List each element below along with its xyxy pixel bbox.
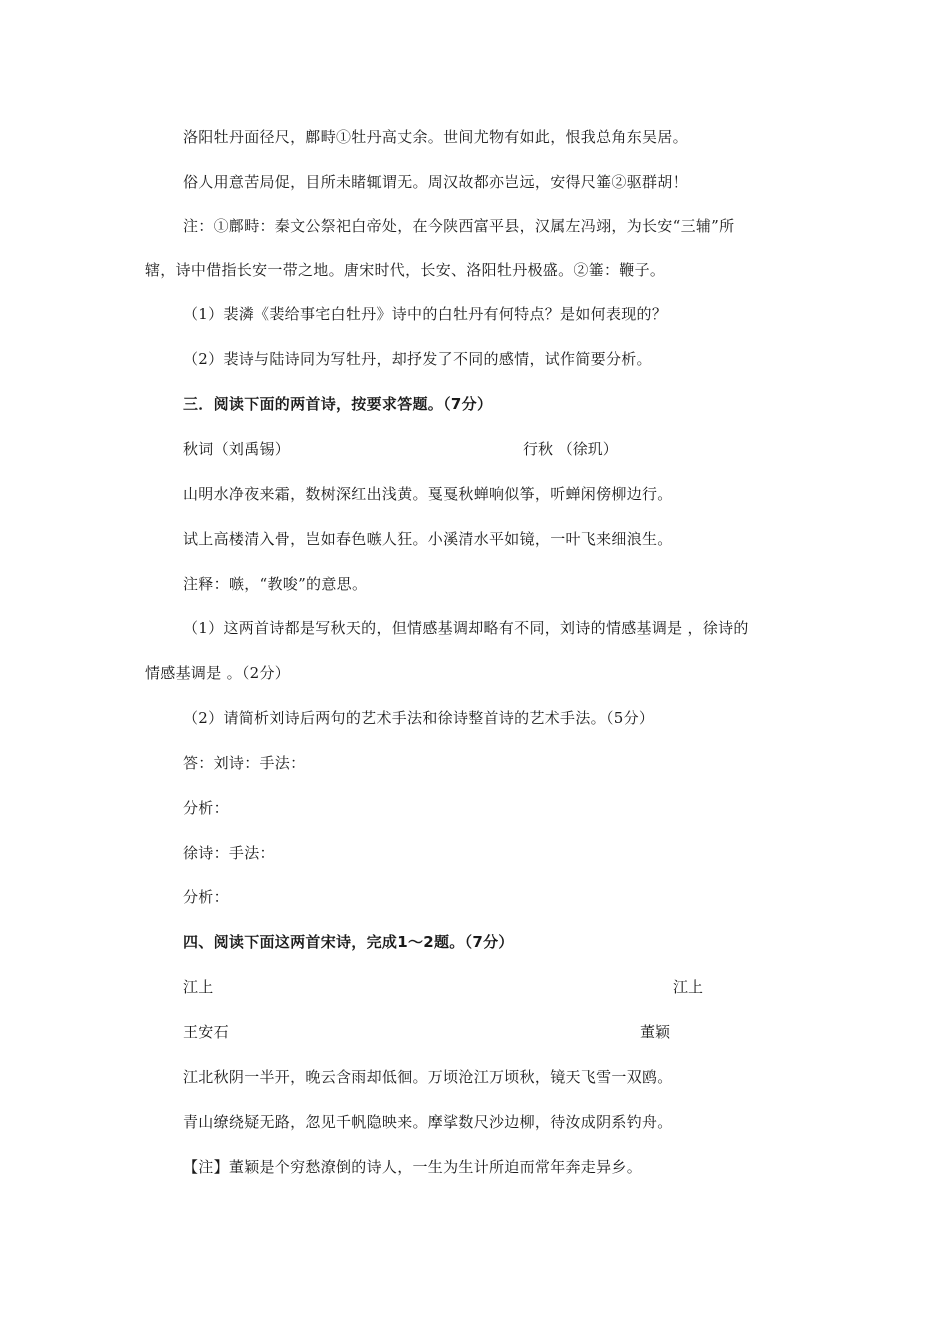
poem-title-left: 江上 [183, 978, 214, 996]
section-heading: 四、阅读下面这两首宋诗，完成1～2题。（7分） [183, 933, 514, 951]
poem-author-right: 董颖 [640, 1023, 671, 1041]
note-line: 注：①鄜畤：秦文公祭祀白帝处，在今陕西富平县，汉属左冯翊，为长安“三辅”所 [183, 217, 735, 235]
poem-title-right: 行秋 （徐玑） [523, 440, 618, 458]
answer-line: 徐诗：手法： [183, 844, 275, 862]
poem-line: 俗人用意苦局促，目所未睹辄谓无。周汉故都亦岂远，安得尺箠②驱群胡！ [183, 173, 688, 191]
answer-line: 答：刘诗：手法： [183, 754, 306, 772]
question-line: （2）请简析刘诗后两句的艺术手法和徐诗整首诗的艺术手法。（5分） [183, 709, 655, 727]
note-line: 【注】董颖是个穷愁潦倒的诗人，一生为生计所迫而常年奔走异乡。 [183, 1158, 643, 1176]
poem-title-right: 江上 [673, 978, 704, 996]
answer-line: 分析： [183, 888, 229, 906]
poem-line: 洛阳牡丹面径尺，鄜畤①牡丹高丈余。世间尤物有如此，恨我总角东吴居。 [183, 128, 688, 146]
note-line-continued: 辖，诗中借指长安一带之地。唐宋时代，长安、洛阳牡丹极盛。②箠：鞭子。 [145, 261, 666, 279]
question-line: （1）裴潾《裴给事宅白牡丹》诗中的白牡丹有何特点？是如何表现的？ [183, 305, 668, 323]
poem-title-left: 秋词（刘禹锡） [183, 440, 291, 458]
poem-line: 试上高楼清入骨，岂如春色嗾人狂。小溪清水平如镜，一叶飞来细浪生。 [183, 530, 673, 548]
note-line: 注释：嗾，“教唆”的意思。 [183, 575, 368, 593]
poem-line: 山明水净夜来霜，数树深红出浅黄。戛戛秋蝉响似筝，听蝉闲傍柳边行。 [183, 485, 673, 503]
section-heading: 三．阅读下面的两首诗，按要求答题。（7分） [183, 395, 493, 413]
question-line: （2）裴诗与陆诗同为写牡丹，却抒发了不同的感情，试作简要分析。 [183, 350, 652, 368]
poem-author-left: 王安石 [183, 1023, 229, 1041]
poem-line: 江北秋阴一半开，晚云含雨却低徊。万顷沧江万顷秋，镜天飞雪一双鸥。 [183, 1068, 673, 1086]
poem-line: 青山缭绕疑无路，忽见千帆隐映来。摩挲数尺沙边柳，待汝成阴系钓舟。 [183, 1113, 673, 1131]
question-line-continued: 情感基调是 。（2分） [145, 664, 291, 682]
answer-line: 分析： [183, 799, 229, 817]
question-line: （1）这两首诗都是写秋天的，但情感基调却略有不同，刘诗的情感基调是 ，徐诗的 [183, 619, 749, 637]
